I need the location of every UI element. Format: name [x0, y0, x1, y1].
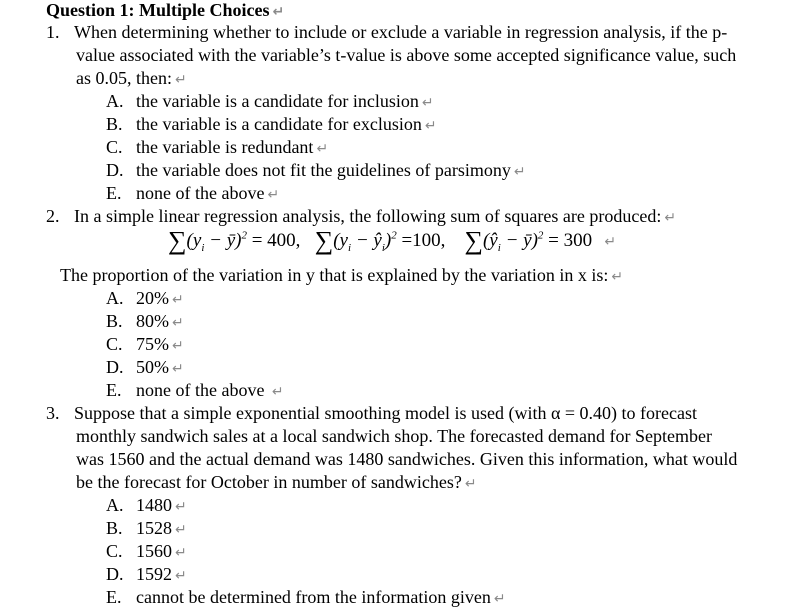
- q2-option-b[interactable]: B. 80% ↵: [106, 311, 184, 331]
- q1-option-d[interactable]: D. the variable does not fit the guidelines of parsimony ↵: [106, 160, 526, 180]
- paragraph-mark-icon: ↵: [175, 72, 187, 88]
- q3-option-c[interactable]: C. 1560 ↵: [106, 541, 187, 561]
- q2-number: 2.: [46, 206, 60, 226]
- paragraph-mark-icon: ↵: [267, 384, 284, 400]
- q2-option-c[interactable]: C. 75% ↵: [106, 334, 184, 354]
- q2-option-d[interactable]: D. 50% ↵: [106, 357, 184, 377]
- q3-line-1: 3. Suppose that a simple exponential smoothing model is used (with α = 0.40) to forecast: [46, 403, 697, 423]
- q1-line-1: 1. When determining whether to include or exclude a variable in regression analysis, if the p-: [46, 22, 728, 42]
- paragraph-mark-icon: ↵: [172, 292, 184, 308]
- q3-option-b[interactable]: B. 1528 ↵: [106, 518, 187, 538]
- q2-option-a[interactable]: A. 20% ↵: [106, 288, 184, 308]
- paragraph-mark-icon: ↵: [172, 338, 184, 354]
- q1-option-a[interactable]: A. the variable is a candidate for inclusion ↵: [106, 91, 434, 111]
- paragraph-mark-icon: ↵: [611, 269, 624, 285]
- paragraph-mark-icon: ↵: [493, 591, 506, 607]
- paragraph-mark-icon: ↵: [421, 95, 434, 111]
- q2-line-2: The proportion of the variation in y that is explained by the variation in x is: ↵: [60, 265, 624, 285]
- q3-number: 3.: [46, 403, 60, 423]
- q1-number: 1.: [46, 22, 60, 42]
- q1-option-b[interactable]: B. the variable is a candidate for exclusion ↵: [106, 114, 437, 134]
- paragraph-mark-icon: ↵: [175, 522, 187, 538]
- q1-option-e[interactable]: E. none of the above ↵: [106, 183, 280, 203]
- q3-line-3: was 1560 and the actual demand was 1480 sandwiches. Given this information, what would: [76, 449, 738, 469]
- q1-line-3: as 0.05, then: ↵: [76, 68, 187, 88]
- paragraph-mark-icon: ↵: [267, 187, 280, 203]
- paragraph-mark-icon: ↵: [424, 118, 437, 134]
- q3-line-4: be the forecast for October in number of sandwiches? ↵: [76, 472, 477, 492]
- paragraph-mark-icon: ↵: [599, 234, 617, 250]
- q3-option-e[interactable]: E. cannot be determined from the information given ↵: [106, 587, 506, 607]
- paragraph-mark-icon: ↵: [175, 568, 187, 584]
- q2-option-e[interactable]: E. none of the above ↵: [106, 380, 284, 400]
- paragraph-mark-icon: ↵: [172, 361, 184, 377]
- q3-option-d[interactable]: D. 1592 ↵: [106, 564, 187, 584]
- q3-line-2: monthly sandwich sales at a local sandwich shop. The forecasted demand for September: [76, 426, 712, 446]
- paragraph-mark-icon: ↵: [175, 545, 187, 561]
- paragraph-mark-icon: ↵: [272, 4, 285, 20]
- q1-line-2: value associated with the variable’s t-value is above some accepted significance value, such: [76, 45, 737, 65]
- q2-line-1: 2. In a simple linear regression analysis, the following sum of squares are produced: ↵: [46, 206, 677, 226]
- q1-option-c[interactable]: C. the variable is redundant ↵: [106, 137, 329, 157]
- page-title: Question 1: Multiple Choices ↵: [46, 0, 285, 20]
- paragraph-mark-icon: ↵: [513, 164, 526, 180]
- q3-option-a[interactable]: A. 1480 ↵: [106, 495, 187, 515]
- paragraph-mark-icon: ↵: [175, 499, 187, 515]
- paragraph-mark-icon: ↵: [172, 315, 184, 331]
- paragraph-mark-icon: ↵: [664, 210, 677, 226]
- paragraph-mark-icon: ↵: [464, 476, 477, 492]
- paragraph-mark-icon: ↵: [316, 141, 329, 157]
- sum-of-squares-equation: $\sum(y_i$ − ȳ)$^2$ = 400, $\sum(y_i$ − $ŷ_i)^2 =100$, $\sum(ŷ_i$ − ȳ)$^2$ = 300 ↵: [168, 226, 617, 255]
